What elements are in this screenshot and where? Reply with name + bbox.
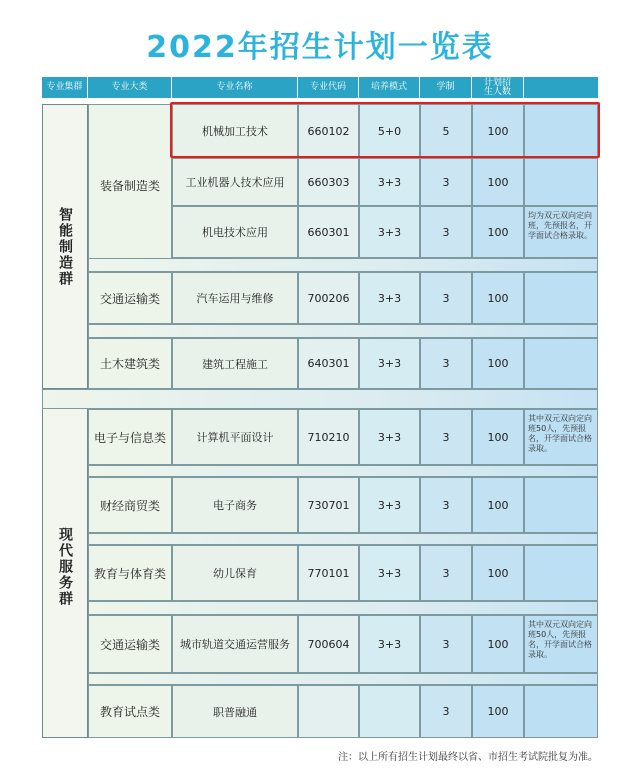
major-name-cell: 工业机器人技术应用 [172, 158, 298, 206]
major-code-cell: 660303 [298, 158, 359, 206]
major-code-cell: 640301 [298, 338, 359, 389]
row-separator [88, 601, 598, 615]
category-cell: 教育试点类 [88, 685, 172, 738]
remarks-cell: 其中双元双向定向班50人，先预报名，开学面试合格录取。 [524, 409, 598, 465]
category-cell: 交通运输类 [88, 615, 172, 673]
plan-count-cell: 100 [472, 206, 524, 258]
remarks-cell [524, 545, 598, 601]
enrollment-plan-table [42, 77, 598, 738]
training-mode-cell: 5+0 [359, 104, 420, 158]
major-code-cell: 710210 [298, 409, 359, 465]
remarks-cell [524, 158, 598, 206]
duration-cell: 3 [420, 545, 472, 601]
category-cell: 交通运输类 [88, 272, 172, 324]
row-separator [88, 258, 598, 272]
plan-count-cell: 100 [472, 158, 524, 206]
header-plan-count: 计划招生人数 [472, 77, 524, 98]
training-mode-cell: 3+3 [359, 477, 420, 533]
plan-count-cell: 100 [472, 272, 524, 324]
row-separator [88, 465, 598, 477]
remarks-cell [524, 272, 598, 324]
duration-cell: 3 [420, 338, 472, 389]
remarks-cell [524, 685, 598, 738]
plan-count-cell: 100 [472, 104, 524, 158]
duration-cell: 3 [420, 409, 472, 465]
cluster-cell [42, 395, 88, 738]
header-training-mode: 培养模式 [359, 77, 420, 98]
major-name-cell: 建筑工程施工 [172, 338, 298, 389]
duration-cell: 3 [420, 272, 472, 324]
major-name-cell: 幼儿保育 [172, 545, 298, 601]
major-code-cell: 730701 [298, 477, 359, 533]
header-duration: 学制 [420, 77, 472, 98]
major-code-cell: 700604 [298, 615, 359, 673]
duration-cell: 3 [420, 615, 472, 673]
row-separator [88, 324, 598, 338]
training-mode-cell: 3+3 [359, 272, 420, 324]
remarks-cell: 均为双元双向定向班，先预报名，开学面试合格录取。 [524, 206, 598, 258]
training-mode-cell [359, 685, 420, 738]
major-code-cell: 660102 [298, 104, 359, 158]
remarks-cell [524, 338, 598, 389]
plan-count-cell: 100 [472, 477, 524, 533]
training-mode-cell: 3+3 [359, 409, 420, 465]
category-cell: 教育与体育类 [88, 545, 172, 601]
category-cell: 电子与信息类 [88, 409, 172, 465]
training-mode-cell: 3+3 [359, 615, 420, 673]
major-name-cell: 机电技术应用 [172, 206, 298, 258]
category-cell: 财经商贸类 [88, 477, 172, 533]
plan-count-cell: 100 [472, 409, 524, 465]
duration-cell: 3 [420, 206, 472, 258]
major-code-cell: 770101 [298, 545, 359, 601]
major-code-cell: 660301 [298, 206, 359, 258]
major-name-cell: 汽车运用与维修 [172, 272, 298, 324]
plan-count-cell: 100 [472, 338, 524, 389]
duration-cell: 3 [420, 477, 472, 533]
group-separator [42, 389, 598, 409]
major-name-cell: 机械加工技术 [172, 104, 298, 158]
duration-cell: 5 [420, 104, 472, 158]
remarks-cell [524, 477, 598, 533]
duration-cell: 3 [420, 685, 472, 738]
cluster-label: 智能制造群 [57, 206, 73, 287]
row-separator [88, 673, 598, 685]
major-name-cell: 电子商务 [172, 477, 298, 533]
major-code-cell: 700206 [298, 272, 359, 324]
footnote: 注：以上所有招生计划最终以省、市招生考试院批复为准。 [338, 752, 598, 763]
row-highlight-box [170, 102, 600, 158]
plan-count-cell: 100 [472, 615, 524, 673]
header-cluster: 专业集群 [42, 77, 88, 98]
training-mode-cell: 3+3 [359, 338, 420, 389]
duration-cell: 3 [420, 158, 472, 206]
header-category: 专业大类 [88, 77, 172, 98]
plan-count-cell: 100 [472, 545, 524, 601]
major-code-cell [298, 685, 359, 738]
header-remarks [524, 77, 598, 98]
remarks-cell: 其中双元双向定向班50人，先预报名，开学面试合格录取。 [524, 615, 598, 673]
plan-count-cell: 100 [472, 685, 524, 738]
major-name-cell: 计算机平面设计 [172, 409, 298, 465]
category-cell: 装备制造类 [88, 104, 172, 266]
major-name-cell: 城市轨道交通运营服务 [172, 615, 298, 673]
training-mode-cell: 3+3 [359, 206, 420, 258]
training-mode-cell: 3+3 [359, 545, 420, 601]
category-cell: 土木建筑类 [88, 338, 172, 389]
cluster-label: 现代服务群 [57, 526, 73, 607]
major-name-cell: 职普融通 [172, 685, 298, 738]
header-major-code: 专业代码 [298, 77, 359, 98]
header-major-name: 专业名称 [172, 77, 298, 98]
page-title: 2022年招生计划一览表 [146, 30, 494, 65]
cluster-cell [42, 104, 88, 389]
row-separator [88, 533, 598, 545]
training-mode-cell: 3+3 [359, 158, 420, 206]
